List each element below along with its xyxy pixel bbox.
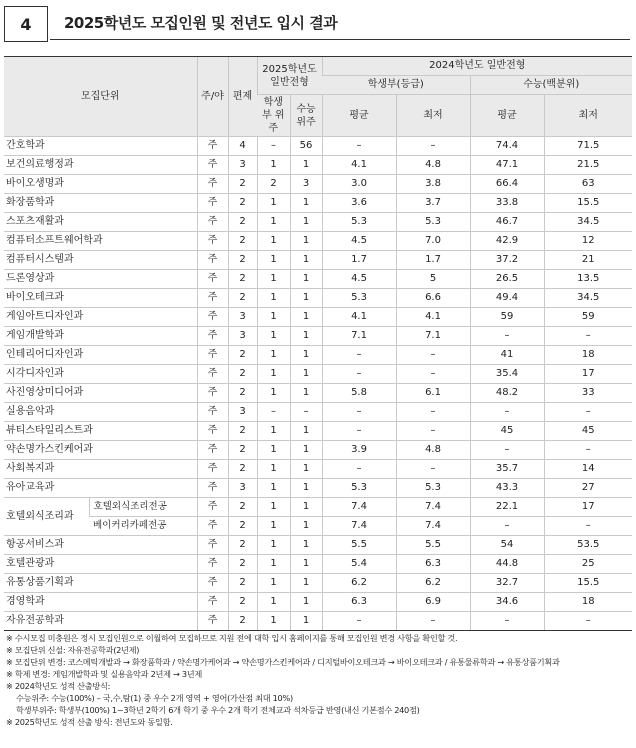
cell-sm: 63 — [544, 175, 632, 194]
table-row — [4, 517, 632, 536]
cell-hs: 1 — [257, 270, 290, 289]
cell-hs: 1 — [257, 574, 290, 593]
cell-su: 3 — [290, 175, 322, 194]
footnote: ※ 2025학년도 성적 산출 방식: 전년도와 동일함. — [6, 717, 173, 727]
cell-dn: 주 — [197, 612, 228, 631]
cell-sa: 47.1 — [470, 156, 544, 175]
cell-hs: – — [257, 137, 290, 156]
col-record-avg: 평균 — [322, 95, 396, 137]
cell-sm: – — [544, 403, 632, 422]
cell-ra: 5.8 — [322, 384, 396, 403]
cell-q: 3 — [228, 156, 257, 175]
footnote: ※ 2024학년도 성적 산출방식: — [6, 681, 111, 691]
cell-su: 1 — [290, 422, 322, 441]
cell-dn: 주 — [197, 384, 228, 403]
header-divider — [50, 39, 630, 40]
table-row — [4, 593, 632, 612]
cell-unit: 시각디자인과 — [4, 365, 197, 384]
cell-hs: – — [257, 403, 290, 422]
cell-ra: – — [322, 403, 396, 422]
cell-dn: 주 — [197, 460, 228, 479]
cell-unit: 사진영상미디어과 — [4, 384, 197, 403]
cell-q: 2 — [228, 593, 257, 612]
cell-sm: – — [544, 441, 632, 460]
cell-hs: 1 — [257, 555, 290, 574]
cell-sm: 33 — [544, 384, 632, 403]
cell-dn: 주 — [197, 251, 228, 270]
cell-rm: 5 — [396, 270, 470, 289]
table-row — [4, 460, 632, 479]
col-hs: 학생부 위주 — [257, 95, 290, 137]
admissions-table — [4, 56, 632, 631]
cell-rm: 5.3 — [396, 213, 470, 232]
cell-q: 2 — [228, 270, 257, 289]
col-su: 수능 위주 — [290, 95, 322, 137]
cell-ra: 4.1 — [322, 308, 396, 327]
cell-hs: 1 — [257, 612, 290, 631]
cell-sa: 48.2 — [470, 384, 544, 403]
cell-hs: 1 — [257, 460, 290, 479]
cell-ra: – — [322, 346, 396, 365]
cell-sa: 46.7 — [470, 213, 544, 232]
cell-sub-unit: 호텔외식조리전공 — [89, 498, 197, 517]
cell-q: 2 — [228, 289, 257, 308]
cell-sm: – — [544, 517, 632, 536]
table-row — [4, 251, 632, 270]
cell-unit: 인테리어디자인과 — [4, 346, 197, 365]
cell-sm: 21.5 — [544, 156, 632, 175]
table-row — [4, 536, 632, 555]
cell-ra: – — [322, 460, 396, 479]
cell-dn: 주 — [197, 270, 228, 289]
col-suneung-min: 최저 — [544, 95, 632, 137]
footnote: ※ 학제 변경: 게임개발학과 및 실용음악과 2년제 → 3년제 — [6, 669, 203, 679]
table-row — [4, 346, 632, 365]
cell-sa: 44.8 — [470, 555, 544, 574]
cell-sm: 18 — [544, 593, 632, 612]
cell-ra: 3.0 — [322, 175, 396, 194]
col-suneung-avg: 평균 — [470, 95, 544, 137]
cell-sa: – — [470, 517, 544, 536]
cell-rm: 6.2 — [396, 574, 470, 593]
cell-rm: – — [396, 422, 470, 441]
table-row — [4, 213, 632, 232]
cell-dn: 주 — [197, 555, 228, 574]
cell-hs: 1 — [257, 308, 290, 327]
cell-dn: 주 — [197, 156, 228, 175]
table-row — [4, 232, 632, 251]
cell-unit: 바이오생명과 — [4, 175, 197, 194]
cell-sa: – — [470, 612, 544, 631]
cell-q: 2 — [228, 251, 257, 270]
cell-ra: 7.4 — [322, 498, 396, 517]
cell-ra: 1.7 — [322, 251, 396, 270]
cell-sa: 35.4 — [470, 365, 544, 384]
cell-su: 1 — [290, 574, 322, 593]
cell-rm: – — [396, 403, 470, 422]
cell-sm: 34.5 — [544, 213, 632, 232]
cell-unit: 약손명가스킨케어과 — [4, 441, 197, 460]
cell-hs: 1 — [257, 498, 290, 517]
cell-sm: 15.5 — [544, 574, 632, 593]
cell-q: 2 — [228, 175, 257, 194]
cell-rm: 3.8 — [396, 175, 470, 194]
cell-q: 2 — [228, 517, 257, 536]
cell-ra: 7.1 — [322, 327, 396, 346]
cell-rm: 7.1 — [396, 327, 470, 346]
table-row — [4, 479, 632, 498]
cell-hs: 1 — [257, 593, 290, 612]
col-unit: 모집단위 — [4, 57, 197, 137]
cell-su: 1 — [290, 384, 322, 403]
footnote: 수능위주: 수능(100%) – 국,수,탐(1) 중 우수 2개 영역 + 영어(가산점 최대 10%) — [16, 693, 293, 703]
cell-q: 3 — [228, 479, 257, 498]
cell-sm: – — [544, 327, 632, 346]
cell-su: 1 — [290, 346, 322, 365]
cell-su: 1 — [290, 194, 322, 213]
cell-dn: 주 — [197, 137, 228, 156]
cell-sm: 27 — [544, 479, 632, 498]
table-row — [4, 384, 632, 403]
cell-su: 1 — [290, 213, 322, 232]
cell-sa: 22.1 — [470, 498, 544, 517]
cell-q: 2 — [228, 422, 257, 441]
cell-hs: 1 — [257, 213, 290, 232]
cell-sm: 17 — [544, 498, 632, 517]
cell-sm: 34.5 — [544, 289, 632, 308]
cell-rm: – — [396, 460, 470, 479]
cell-sa: 37.2 — [470, 251, 544, 270]
cell-dn: 주 — [197, 213, 228, 232]
cell-unit: 보건의료행정과 — [4, 156, 197, 175]
cell-rm: 6.3 — [396, 555, 470, 574]
cell-su: 1 — [290, 479, 322, 498]
cell-ra: – — [322, 422, 396, 441]
cell-su: 1 — [290, 441, 322, 460]
footnote: ※ 수시모집 미충원은 정시 모집인원으로 이월하여 모집하므로 지원 전에 대학 입시 홈페이지를 통해 모집인원 변경 사항을 확인할 것. — [6, 633, 458, 643]
cell-rm: 5.5 — [396, 536, 470, 555]
cell-sa: – — [470, 403, 544, 422]
cell-unit: 화장품학과 — [4, 194, 197, 213]
cell-ra: – — [322, 137, 396, 156]
cell-hs: 1 — [257, 441, 290, 460]
table-row — [4, 156, 632, 175]
cell-q: 2 — [228, 460, 257, 479]
cell-unit: 자유전공학과 — [4, 612, 197, 631]
cell-su: 1 — [290, 612, 322, 631]
cell-sa: 41 — [470, 346, 544, 365]
cell-hs: 1 — [257, 346, 290, 365]
cell-rm: 1.7 — [396, 251, 470, 270]
cell-su: 1 — [290, 289, 322, 308]
cell-unit: 게임개발학과 — [4, 327, 197, 346]
cell-hs: 1 — [257, 194, 290, 213]
cell-sm: 18 — [544, 346, 632, 365]
cell-su: 1 — [290, 365, 322, 384]
cell-sa: – — [470, 441, 544, 460]
cell-q: 3 — [228, 403, 257, 422]
cell-sa: 26.5 — [470, 270, 544, 289]
cell-sa: 59 — [470, 308, 544, 327]
cell-rm: – — [396, 612, 470, 631]
cell-sm: 13.5 — [544, 270, 632, 289]
cell-ra: 5.3 — [322, 213, 396, 232]
cell-hs: 1 — [257, 384, 290, 403]
footnote: ※ 모집단위 변경: 코스메틱개발과 → 화장품학과 / 약손명가케어과 → 약손명가스킨케어과 / 디지털바이오테크과 → 바이오테크과 / 유통물류학과 → 유통상품기획과 — [6, 657, 560, 667]
cell-unit-group: 호텔외식조리과 — [4, 498, 89, 536]
cell-rm: 4.1 — [396, 308, 470, 327]
cell-sm: 25 — [544, 555, 632, 574]
cell-unit: 뷰티스타일리스트과 — [4, 422, 197, 441]
cell-ra: 4.1 — [322, 156, 396, 175]
cell-dn: 주 — [197, 232, 228, 251]
cell-dn: 주 — [197, 574, 228, 593]
cell-sa: 66.4 — [470, 175, 544, 194]
cell-hs: 1 — [257, 517, 290, 536]
cell-unit: 컴퓨터시스템과 — [4, 251, 197, 270]
cell-su: 56 — [290, 137, 322, 156]
cell-sa: 45 — [470, 422, 544, 441]
cell-dn: 주 — [197, 175, 228, 194]
cell-q: 2 — [228, 346, 257, 365]
cell-su: 1 — [290, 232, 322, 251]
cell-sa: 43.3 — [470, 479, 544, 498]
cell-ra: 3.9 — [322, 441, 396, 460]
cell-dn: 주 — [197, 289, 228, 308]
cell-unit: 스포츠재활과 — [4, 213, 197, 232]
cell-sm: 12 — [544, 232, 632, 251]
cell-dn: 주 — [197, 194, 228, 213]
cell-q: 2 — [228, 498, 257, 517]
cell-hs: 1 — [257, 422, 290, 441]
footnotes — [6, 632, 632, 728]
cell-sm: 21 — [544, 251, 632, 270]
cell-unit: 컴퓨터소프트웨어학과 — [4, 232, 197, 251]
cell-hs: 2 — [257, 175, 290, 194]
cell-rm: – — [396, 137, 470, 156]
table-row — [4, 574, 632, 593]
cell-su: 1 — [290, 460, 322, 479]
cell-hs: 1 — [257, 251, 290, 270]
cell-sm: 71.5 — [544, 137, 632, 156]
cell-rm: 6.9 — [396, 593, 470, 612]
cell-su: 1 — [290, 536, 322, 555]
table-row — [4, 327, 632, 346]
cell-dn: 주 — [197, 308, 228, 327]
cell-dn: 주 — [197, 441, 228, 460]
cell-q: 2 — [228, 612, 257, 631]
cell-hs: 1 — [257, 232, 290, 251]
table-row — [4, 498, 632, 517]
cell-sa: 33.8 — [470, 194, 544, 213]
cell-rm: 7.0 — [396, 232, 470, 251]
cell-unit: 유통상품기획과 — [4, 574, 197, 593]
col-suneung: 수능(백분위) — [470, 76, 632, 95]
cell-ra: 4.5 — [322, 232, 396, 251]
cell-q: 2 — [228, 232, 257, 251]
cell-ra: 5.4 — [322, 555, 396, 574]
cell-dn: 주 — [197, 365, 228, 384]
cell-ra: 6.3 — [322, 593, 396, 612]
cell-q: 2 — [228, 536, 257, 555]
cell-q: 2 — [228, 194, 257, 213]
cell-unit: 바이오테크과 — [4, 289, 197, 308]
cell-sa: 42.9 — [470, 232, 544, 251]
cell-rm: – — [396, 365, 470, 384]
cell-su: 1 — [290, 327, 322, 346]
cell-dn: 주 — [197, 479, 228, 498]
cell-unit: 호텔관광과 — [4, 555, 197, 574]
cell-q: 2 — [228, 441, 257, 460]
section-number: 4 — [4, 6, 48, 42]
table-row — [4, 175, 632, 194]
cell-sa: 54 — [470, 536, 544, 555]
cell-su: 1 — [290, 555, 322, 574]
cell-hs: 1 — [257, 289, 290, 308]
cell-dn: 주 — [197, 327, 228, 346]
cell-q: 2 — [228, 384, 257, 403]
cell-rm: 7.4 — [396, 517, 470, 536]
footnote: 학생부위주: 학생부(100%) 1~3학년 2학기 6개 학기 중 우수 2개 학기 전체교과 석차등급 반영(내신 기본점수 240점) — [16, 705, 420, 715]
cell-ra: 5.3 — [322, 289, 396, 308]
cell-q: 4 — [228, 137, 257, 156]
cell-hs: 1 — [257, 365, 290, 384]
table-row — [4, 270, 632, 289]
cell-unit: 게임아트디자인과 — [4, 308, 197, 327]
table-row — [4, 365, 632, 384]
cell-dn: 주 — [197, 422, 228, 441]
cell-ra: 6.2 — [322, 574, 396, 593]
cell-sm: 53.5 — [544, 536, 632, 555]
cell-ra: 7.4 — [322, 517, 396, 536]
cell-unit: 드론영상과 — [4, 270, 197, 289]
cell-unit: 항공서비스과 — [4, 536, 197, 555]
cell-rm: 6.6 — [396, 289, 470, 308]
cell-q: 2 — [228, 213, 257, 232]
cell-sub-unit: 베이커리카페전공 — [89, 517, 197, 536]
cell-ra: 5.5 — [322, 536, 396, 555]
cell-sa: 74.4 — [470, 137, 544, 156]
cell-rm: 5.3 — [396, 479, 470, 498]
cell-unit: 사회복지과 — [4, 460, 197, 479]
cell-hs: 1 — [257, 536, 290, 555]
cell-dn: 주 — [197, 517, 228, 536]
cell-rm: 6.1 — [396, 384, 470, 403]
cell-sa: 35.7 — [470, 460, 544, 479]
cell-unit: 실용음악과 — [4, 403, 197, 422]
cell-ra: – — [322, 612, 396, 631]
table-row — [4, 422, 632, 441]
table-body — [4, 137, 632, 631]
section-title: 2025학년도 모집인원 및 전년도 입시 결과 — [64, 14, 338, 32]
cell-ra: 4.5 — [322, 270, 396, 289]
cell-ra: 3.6 — [322, 194, 396, 213]
footnote: ※ 모집단위 신설: 자유전공학과(2년제) — [6, 645, 140, 655]
cell-dn: 주 — [197, 536, 228, 555]
table-row — [4, 289, 632, 308]
cell-q: 3 — [228, 308, 257, 327]
col-record-min: 최저 — [396, 95, 470, 137]
cell-unit: 간호학과 — [4, 137, 197, 156]
cell-ra: 5.3 — [322, 479, 396, 498]
table-row — [4, 137, 632, 156]
cell-hs: 1 — [257, 156, 290, 175]
cell-su: 1 — [290, 517, 322, 536]
cell-unit: 유아교육과 — [4, 479, 197, 498]
cell-dn: 주 — [197, 346, 228, 365]
cell-dn: 주 — [197, 403, 228, 422]
cell-rm: – — [396, 346, 470, 365]
col-group-2025: 2025학년도 일반전형 — [257, 57, 322, 95]
cell-sa: – — [470, 327, 544, 346]
cell-rm: 3.7 — [396, 194, 470, 213]
cell-rm: 4.8 — [396, 156, 470, 175]
cell-q: 3 — [228, 327, 257, 346]
col-group-2024: 2024학년도 일반전형 — [322, 57, 632, 76]
table-row — [4, 308, 632, 327]
cell-su: 1 — [290, 251, 322, 270]
cell-sm: 17 — [544, 365, 632, 384]
cell-sa: 49.4 — [470, 289, 544, 308]
col-student-record: 학생부(등급) — [322, 76, 470, 95]
cell-sm: 14 — [544, 460, 632, 479]
cell-su: 1 — [290, 308, 322, 327]
col-quota: 편제 — [228, 57, 257, 137]
cell-ra: – — [322, 365, 396, 384]
cell-sm: 59 — [544, 308, 632, 327]
cell-dn: 주 — [197, 498, 228, 517]
col-day-night: 주/야 — [197, 57, 228, 137]
cell-sm: – — [544, 612, 632, 631]
cell-unit: 경영학과 — [4, 593, 197, 612]
cell-sm: 15.5 — [544, 194, 632, 213]
cell-sa: 32.7 — [470, 574, 544, 593]
cell-su: 1 — [290, 593, 322, 612]
cell-su: 1 — [290, 498, 322, 517]
cell-hs: 1 — [257, 479, 290, 498]
table-row — [4, 441, 632, 460]
cell-q: 2 — [228, 574, 257, 593]
cell-q: 2 — [228, 555, 257, 574]
cell-rm: 7.4 — [396, 498, 470, 517]
cell-sm: 45 — [544, 422, 632, 441]
cell-su: 1 — [290, 156, 322, 175]
cell-sa: 34.6 — [470, 593, 544, 612]
cell-hs: 1 — [257, 327, 290, 346]
cell-dn: 주 — [197, 593, 228, 612]
table-row — [4, 194, 632, 213]
table-row — [4, 612, 632, 631]
cell-rm: 4.8 — [396, 441, 470, 460]
table-row — [4, 403, 632, 422]
cell-su: – — [290, 403, 322, 422]
section-header — [4, 6, 630, 42]
cell-q: 2 — [228, 365, 257, 384]
cell-su: 1 — [290, 270, 322, 289]
table-row — [4, 555, 632, 574]
